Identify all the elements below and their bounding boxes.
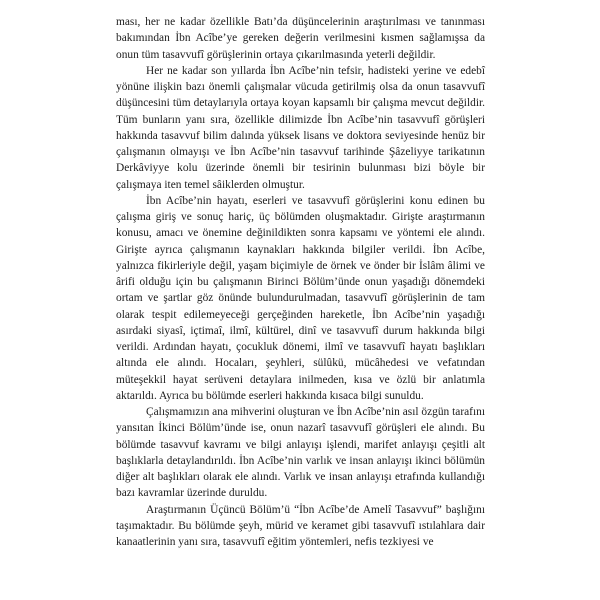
paragraph-structure-and-first-chapter: İbn Acîbe’nin hayatı, eserleri ve tasavvufî görüşlerini konu edinen bu çalışma giriş ve sonuç hariç, üç bölümden oluşmaktadır. Girişte araştırmanın konusu, amacı ve önemine değinildikten sonra kapsamı ve yöntemi ele alındı. Girişte ayrıca çalışmanın kaynakları hakkında bilgiler verildi. İbn Acîbe, yalnızca fikirleriyle değil, yaşam biçimiyle de örnek ve önder bir İslâm âlimi ve ârifi olduğu için bu çalışmanın Birinci Bölüm’ünde onun yaşadığı dönemdeki ortam ve şartlar göz önünde bulundurulmadan, tasavvufî görüşlerinin de tam olarak tespit edilemeyeceği gerçeğinden hareketle, İbn Acîbe’nin yaşadığı asırdaki siyasî, içtimaî, ilmî, kültürel, dinî ve tasavvufî durum hakkında bilgi verildi. Ardından hayatı, çocukluk dönemi, ilmî ve tasavvufî hayatı başlıkları altında ele alındı. Hocaları, şeyhleri, sülûkü, mücâhedesi ve vefatından müteşekkil hayat serüveni detaylara inilmeden, kısa ve özlü bir anlatımla aktarıldı. Ayrıca bu bölümde eserleri hakkında kısaca bilgi sunuldu.	[116, 194, 485, 402]
text-column	[116, 14, 485, 550]
paragraph-third-chapter: Araştırmanın Üçüncü Bölüm’ü “İbn Acîbe’de Amelî Tasavvuf” başlığını taşımaktadır. Bu bölümde şeyh, mürid ve keramet gibi tasavvufî ıstılahlara dair kanaatlerinin yanı sıra, tasavvufî eğitim yöntemleri, nefis tezkiyesi ve	[116, 503, 485, 548]
paragraph-continued-from-previous-page: ması, her ne kadar özellikle Batı’da düşüncelerinin araştırılması ve tanınması bakımından İbn Acîbe’ye gereken değerin verilmesini kısmen sağlamışsa da onun tüm tasavvufî görüşlerinin ortaya çıkarılmasında yeterli değildir.	[116, 16, 485, 61]
paragraph-second-chapter: Çalışmamızın ana mihverini oluşturan ve İbn Acîbe’nin asıl özgün tarafını yansıtan İkinci Bölüm’ünde ise, onun nazarî tasavvufî görüşleri ele alındı. Bu bölümde tasavvuf kavramı ve bilgi anlayışı işlendi, marifet anlayışı çeşitli alt başlıklarla detaylandırıldı. İbn Acîbe’nin varlık ve insan anlayışı ikinci bölümün diğer alt başlıkları olarak ele alındı. Varlık ve insan anlayışı etrafında kullandığı bazı kavramlar üzerinde duruldu.	[116, 406, 485, 500]
paragraph-literature-review: Her ne kadar son yıllarda İbn Acîbe’nin tefsir, hadisteki yerine ve edebî yönüne ilişkin bazı önemli çalışmalar vücuda getirilmiş olsa da onun tasavvufî düşüncesini tüm detaylarıyla ortaya koyan kapsamlı bir çalışma mevcut değildir. Tüm bunların yanı sıra, özellikle dilimizde İbn Acîbe’nin tasavvufî görüşleri hakkında tasavvuf bilim dalında yüksek lisans ve doktora seviyesinde henüz bir çalışmanın olmayışı ve İbn Acîbe’nin tasavvuf tarihinde Şâzeliyye tarikatının Derkâviyye kolu üzerinde önemli bir tesirinin bulunması bizi böyle bir çalışmaya iten temel sâiklerden olmuştur.	[116, 64, 485, 191]
